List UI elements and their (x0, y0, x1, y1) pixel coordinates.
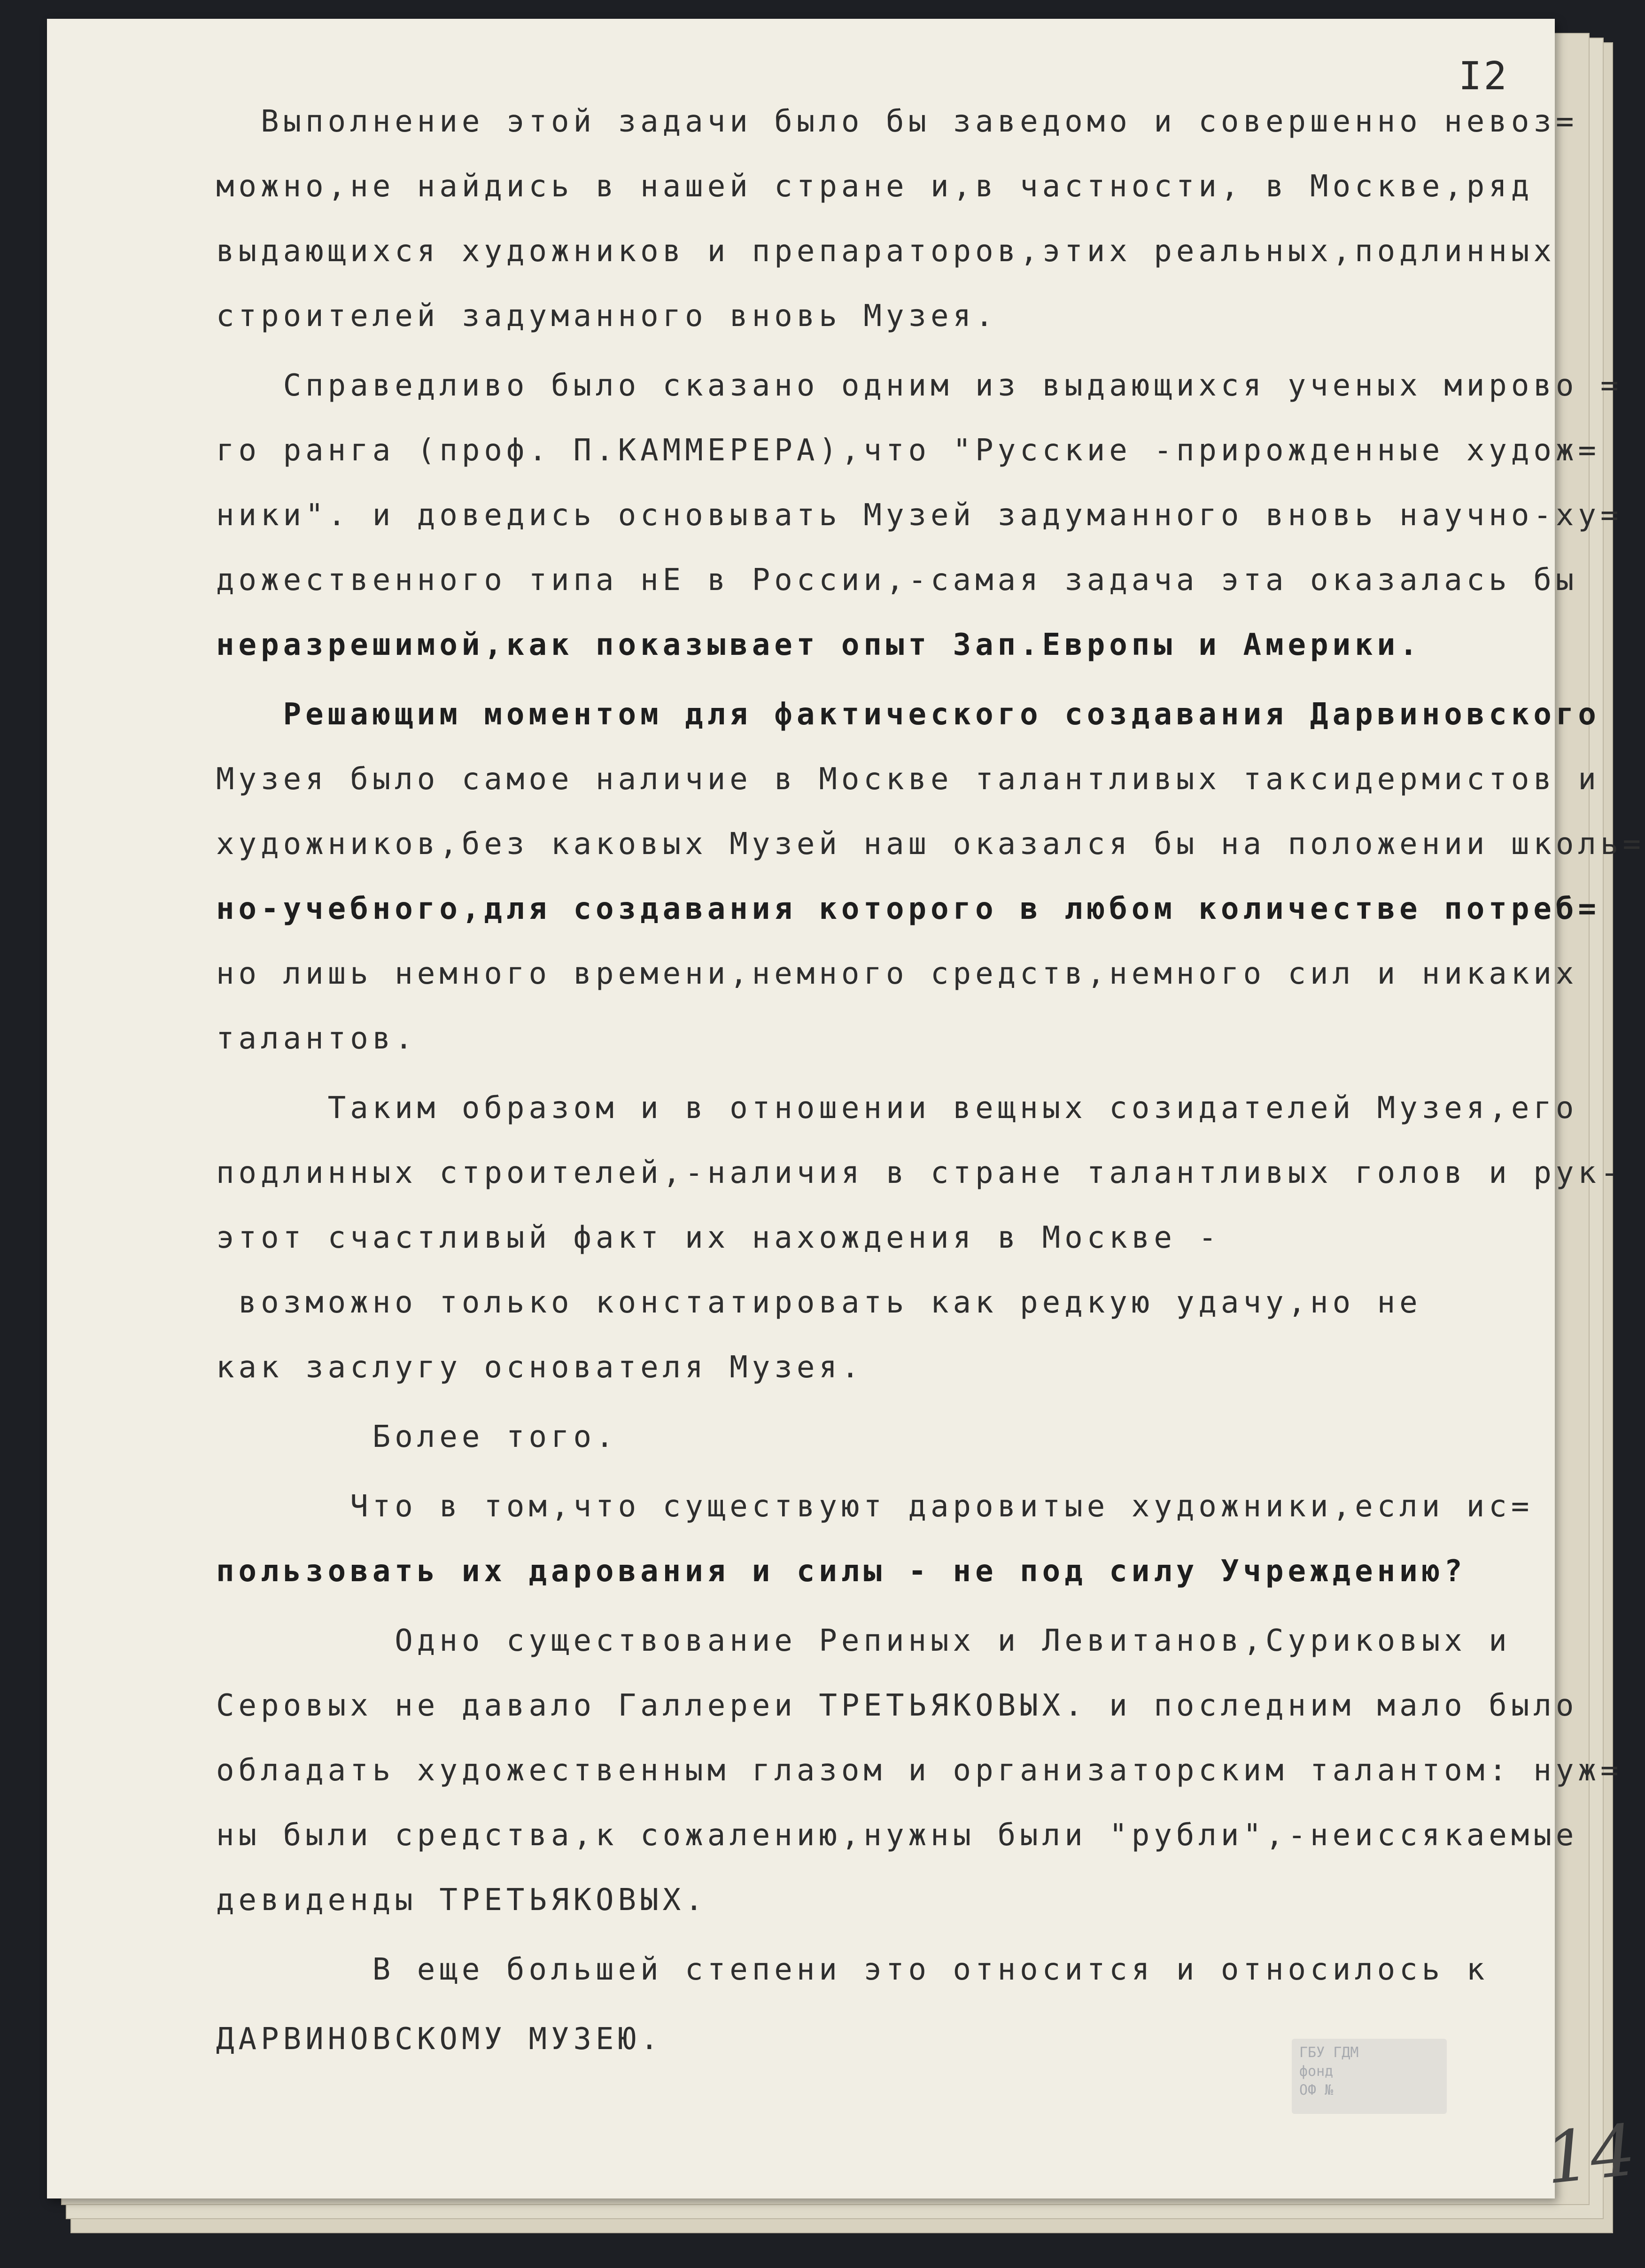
text-line: Таким образом и в отношении вещных созидателей Музея,его (216, 1091, 1578, 1126)
text-line: Что в том,что существуют даровитые художники,если ис= (216, 1489, 1534, 1524)
typewritten-page (47, 19, 1645, 2200)
body-text (216, 89, 1645, 2072)
text-line: го ранга (проф. П.КАММЕРЕРА),что "Русские -прирожденные худож= (216, 433, 1600, 468)
text-line: Справедливо было сказано одним из выдающихся ученых мирово = (216, 368, 1623, 403)
text-line: девиденды ТРЕТЬЯКОВЫХ. (216, 1883, 707, 1918)
text-line: В еще большей степени это относится и относилось к (216, 1952, 1489, 1987)
text-line: Решающим моментом для фактического создавания Дарвиновского (216, 697, 1600, 732)
text-line: выдающихся художников и препараторов,этих реальных,подлинных (216, 234, 1556, 269)
text-line: можно,не найдись в нашей стране и,в частности, в Москве,ряд (216, 169, 1534, 204)
text-line: подлинных строителей,-наличия в стране талантливых голов и рук- (216, 1156, 1623, 1190)
text-line: как заслугу основателя Музея. (216, 1350, 864, 1385)
text-line: талантов. (216, 1021, 417, 1056)
text-line: ники". и доведись основывать Музей задуманного вновь научно-ху= (216, 498, 1623, 533)
text-line: ны были средства,к сожалению,нужны были "рубли",-неиссякаемые (216, 1818, 1578, 1853)
text-line: Музея было самое наличие в Москве талантливых таксидермистов и (216, 762, 1600, 797)
text-line: Более того. (216, 1420, 618, 1454)
archive-stamp: ГБУ ГДМ фонд ОФ № (1292, 2039, 1447, 2114)
text-line: Одно существование Репиных и Левитанов,Суриковых и (216, 1623, 1511, 1658)
text-line: неразрешимой,как показывает опыт Зап.Европы и Америки. (216, 628, 1422, 662)
text-line: строителей задуманного вновь Музея. (216, 299, 998, 334)
text-line: пользовать их дарования и силы - не под силу Учреждению? (216, 1554, 1467, 1589)
text-line: но лишь немного времени,немного средств,немного сил и никаких (216, 956, 1578, 991)
text-line: этот счастливый факт их нахождения в Москве - (216, 1220, 1243, 1255)
page-number: I2 (1459, 54, 1509, 99)
text-line: но-учебного,для создавания которого в любом количестве потреб= (216, 892, 1600, 926)
text-line: художников,без каковых Музей наш оказался бы на положении школь= (216, 827, 1645, 862)
text-line: ДАРВИНОВСКОМУ МУЗЕЮ. (216, 2022, 663, 2057)
text-line: обладать художественным глазом и организаторским талантом: нуж= (216, 1753, 1623, 1788)
text-line: Выполнение этой задачи было бы заведомо и совершенно невоз= (216, 104, 1578, 139)
text-line: возможно только констатировать как редкую удачу,но не (216, 1285, 1422, 1320)
text-line: Серовых не давало Галлереи ТРЕТЬЯКОВЫХ. и последним мало было (216, 1688, 1578, 1723)
archive-sheet-number: 14 (1541, 2109, 1639, 2200)
text-line: дожественного типа нЕ в России,-самая задача эта оказалась бы (216, 563, 1578, 598)
